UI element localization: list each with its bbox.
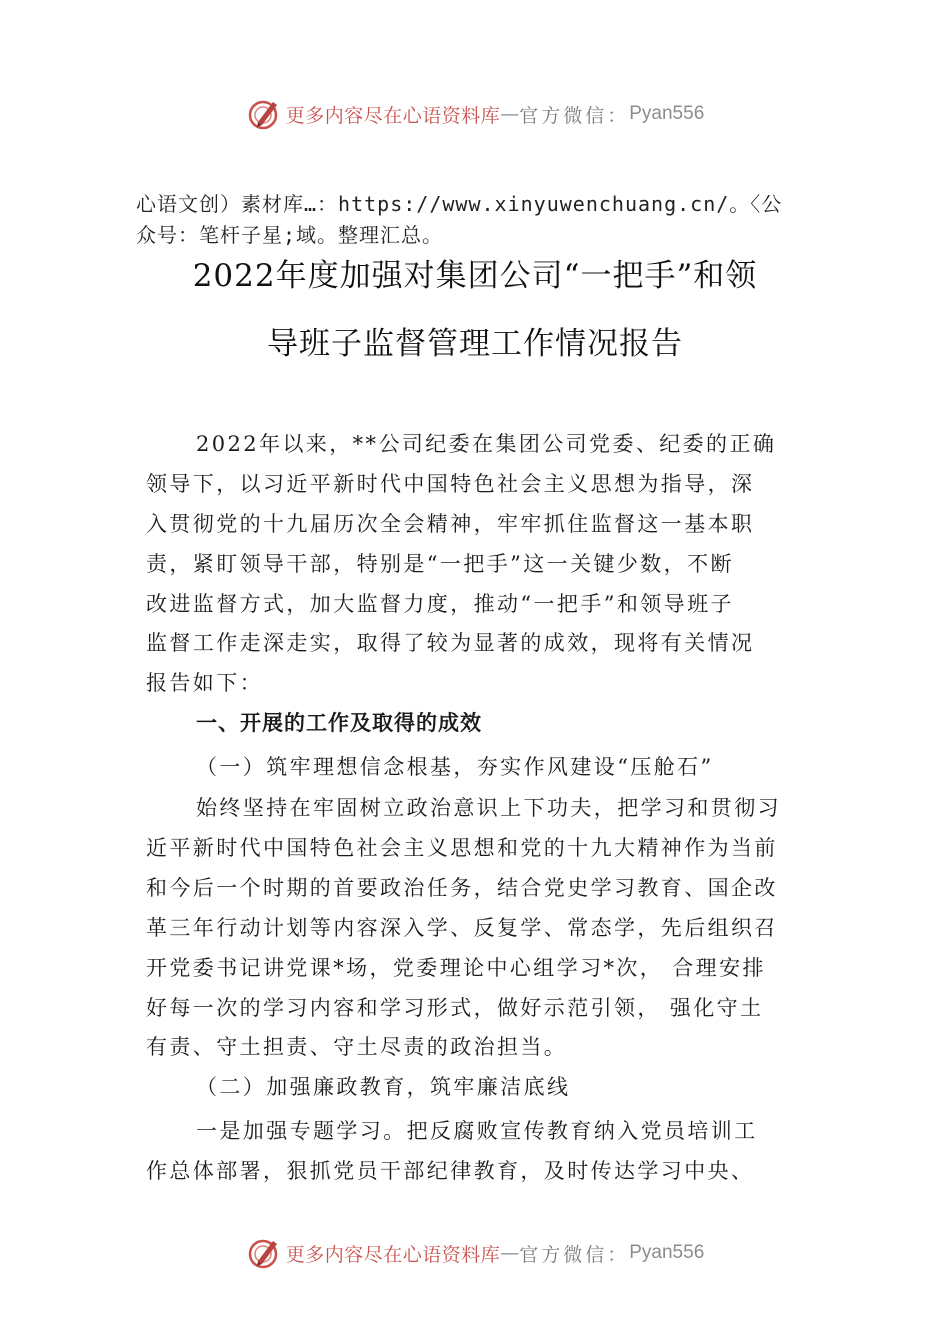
paragraph-line: 有责、守土担责、守土尽责的政治担当。 <box>146 1035 568 1059</box>
section-heading: 一、开展的工作及取得的成效 <box>196 711 482 735</box>
header-banner <box>0 92 950 136</box>
banner-wechat-label: 官方微信： <box>519 1243 630 1266</box>
paragraph-line: 入贯彻党的十九届历次全会精神，牢牢抓住监督这一基本职 <box>146 512 755 536</box>
paragraph-line: 好每一次的学习内容和学习形式，做好示范引领， 强化守土 <box>146 996 764 1020</box>
paragraph-line: 领导下，以习近平新时代中国特色社会主义思想为指导，深 <box>146 472 755 496</box>
pen-logo-icon <box>246 96 282 132</box>
paragraph-line: 改进监督方式，加大监督力度，推动“一把手”和领导班子 <box>146 592 734 616</box>
source-note-line: 众号：笔杆子星;域。整理汇总。 <box>136 223 444 247</box>
source-note-line: 心语文创）素材库…：https://www.xinyuwenchuang.cn/。〈公 <box>136 192 783 216</box>
document-title-line-1: 2022年度加强对集团公司“一把手”和领 <box>192 258 758 294</box>
footer-banner <box>0 1231 950 1275</box>
document-title-line-2: 导班子监督管理工作情况报告 <box>267 326 683 362</box>
paragraph-line: 作总体部署，狠抓党员干部纪律教育，及时传达学习中央、 <box>146 1159 755 1183</box>
paragraph-line: 一是加强专题学习。把反腐败宣传教育纳入党员培训工 <box>196 1119 758 1143</box>
banner-main-text: 更多内容尽在心语资料库 <box>285 104 501 127</box>
banner-separator: — <box>500 103 520 125</box>
subsection-heading: （二）加强廉政教育，筑牢廉洁底线 <box>196 1075 571 1099</box>
paragraph-line: 近平新时代中国特色社会主义思想和党的十九大精神作为当前 <box>146 836 778 860</box>
banner-separator: — <box>500 1242 520 1264</box>
subsection-heading: （一）筑牢理想信念根基，夯实作风建设“压舱石” <box>196 755 714 779</box>
paragraph-line: 2022年以来，**公司纪委在集团公司党委、纪委的正确 <box>196 432 777 456</box>
banner-wechat-id: Pyan556 <box>629 103 705 124</box>
paragraph-line: 监督工作走深走实，取得了较为显著的成效，现将有关情况 <box>146 631 755 655</box>
paragraph-line: 开党委书记讲党课*场，党委理论中心组学习*次， 合理安排 <box>146 956 766 980</box>
paragraph-line: 革三年行动计划等内容深入学、反复学、常态学，先后组织召 <box>146 916 778 940</box>
pen-logo-icon <box>246 1235 282 1271</box>
banner-main-text: 更多内容尽在心语资料库 <box>285 1243 501 1266</box>
paragraph-line: 责，紧盯领导干部，特别是“一把手”这一关键少数，不断 <box>146 552 734 576</box>
banner-wechat-label: 官方微信： <box>519 104 630 127</box>
paragraph-line: 报告如下： <box>146 671 263 695</box>
banner-wechat-id: Pyan556 <box>629 1242 705 1263</box>
paragraph-line: 和今后一个时期的首要政治任务，结合党史学习教育、国企改 <box>146 876 778 900</box>
paragraph-line: 始终坚持在牢固树立政治意识上下功夫，把学习和贯彻习 <box>196 796 781 820</box>
